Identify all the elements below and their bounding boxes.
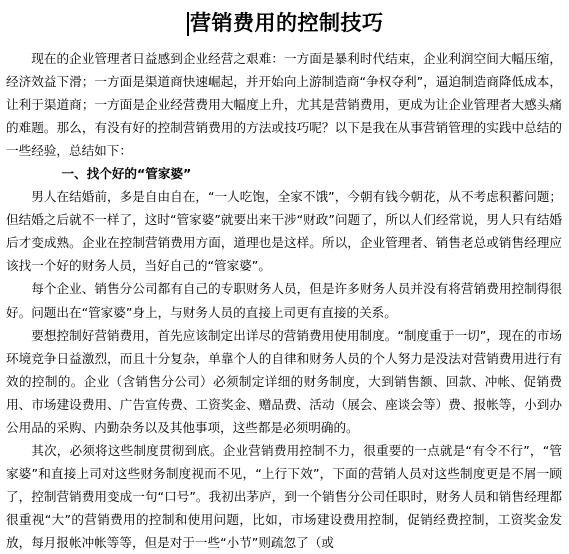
document-body [6,47,562,554]
paragraph-marriage-analogy: 男人在结婚前，多是自由自在，“一人吃饱，全家不饿”，今朝有钱今朝花，从不考虑积蓄问题；但结婚之后就不一样了，这时“管家婆”就要出来干涉“财政”问题了，所以人们经常说，男人只有结婚后才变成熟。企业在控制营销费用方面，道理也是这样。所以，企业管理者、销售老总或销售经理应该找一个好的财务人员，当好自己的“管家婆”。 [6,189,562,274]
section-heading: 一、找个好的“管家婆” [61,166,192,182]
text-cursor [187,12,189,36]
paragraph-finance-staff: 每个企业、销售分公司都有自己的专职财务人员，但是许多财务人员并没有将营销费用控制得很好。问题出在“管家婆”身上，与财务人员的直接上司更有直接的关系。 [6,281,562,320]
paragraph-rules: 要想控制好营销费用，首先应该制定出详尽的营销费用使用制度。“制度重于一切”，现在的市场环境竞争日益激烈，而且十分复杂，单靠个人的自律和财务人员的个人努力是没法对营销费用进行有效的控制的。企业（含销售分公司）必须制定详细的财务制度，大到销售额、回款、冲帐、促销费用、市场建设费用、广告宣传费、工资奖金、赠品费、活动（展会、座谈会等）费、报帐等，小到办公用品的采购、内勤杂务以及其他事项，这些都是必须明确的。 [6,327,562,435]
paragraph-enforcement: 其次，必须将这些制度贯彻到底。企业营销费用控制不力，很重要的一点就是“有令不行”，“管家婆”和直接上司对这些财务制度视而不见，“上行下效”，下面的营销人员对这些制度更是不屑一顾了，控制营销费用变成一句“口号”。我初出茅庐，到一个销售分公司任职时，财务人员和销售经理都很重视“大”的营销费用的控制和使用问题，比如，市场建设费用控制，促销经费控制，工资奖金发放，每月报帐冲帐等等，但是对于一些“小节”则疏忽了（或 [6,442,562,550]
intro-paragraph: 现在的企业管理者日益感到企业经营之艰难：一方面是暴利时代结束，企业利润空间大幅压缩，经济效益下滑；一方面是渠道商快速崛起，并开始向上游制造商“争权夺利”，逼迫制造商降低成本，让利于渠道商；一方面是企业经营费用大幅度上升，尤其是营销费用，更成为让企业管理者大感头痛的难题。那么，有没有好的控制营销费用的方法或技巧呢？以下是我在从事营销管理的实践中总结的一些经验，总结如下： [6,51,562,159]
document-title: 营销费用的控制技巧 [190,11,384,35]
